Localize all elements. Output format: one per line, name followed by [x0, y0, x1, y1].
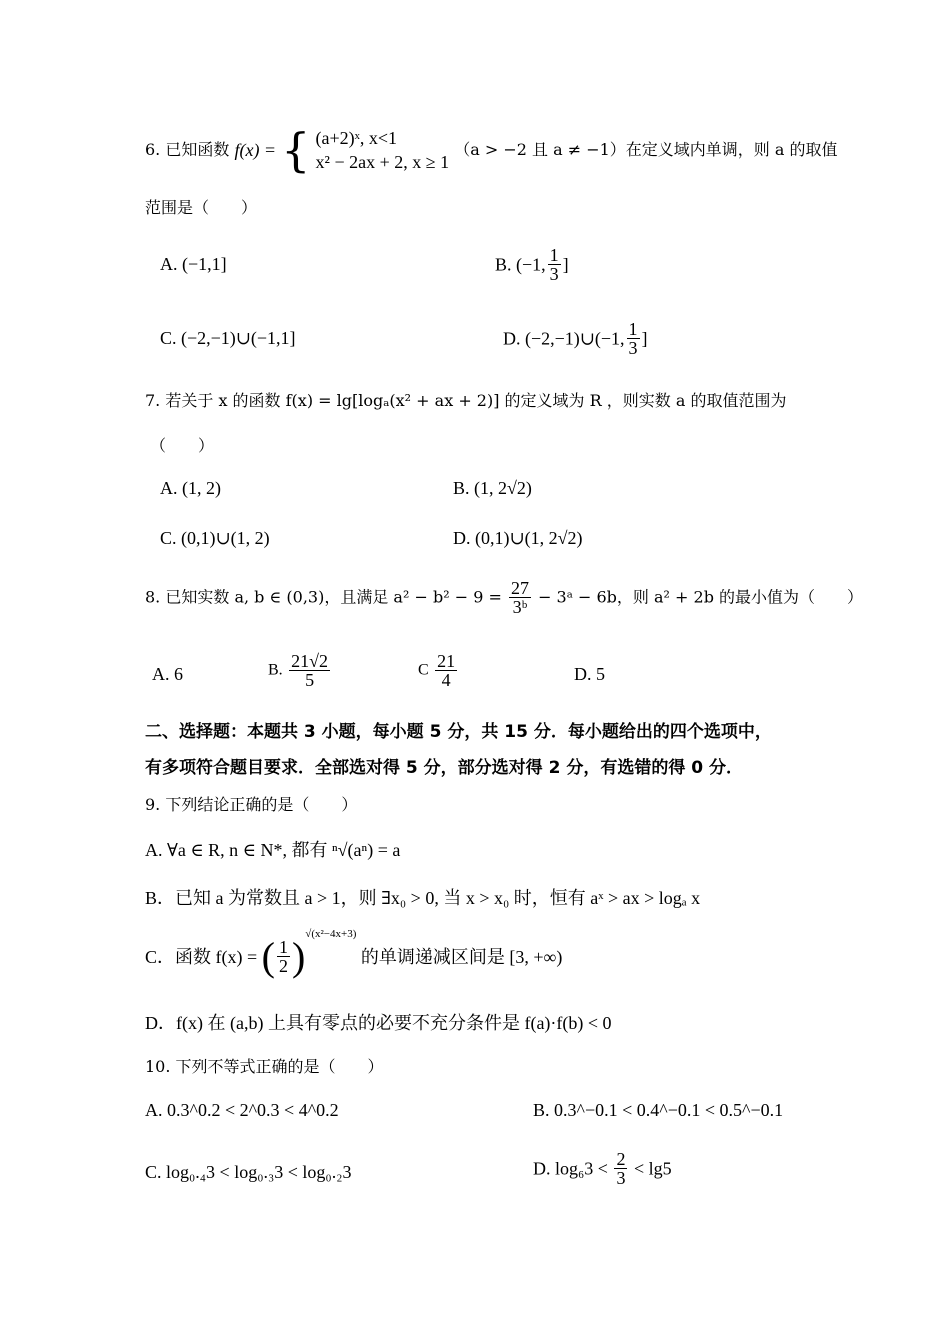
- q10-option-c: C. log₀.₄3 < log₀.₃3 < log₀.₂3: [145, 1162, 352, 1182]
- q10-option-d-fraction: [614, 1150, 627, 1187]
- q9-option-d: D．f(x) 在 (a,b) 上具有零点的必要不充分条件是 f(a)·f(b) < 0: [145, 1013, 612, 1033]
- section-2-line-2: 有多项符合题目要求．全部选对得 5 分，部分选对得 2 分，有选错的得 0 分．: [145, 758, 743, 778]
- q6-brace: {: [281, 123, 311, 177]
- q6-option-d-den: 3: [628, 338, 638, 358]
- q6-piecewise: [316, 126, 450, 174]
- q6-option-b: [495, 246, 569, 286]
- q7-stem: 7. 若关于 x 的函数 f(x) = lg[logₐ(x² + ax + 2)] 的定义域为 R ，则实数 a 的取值范围为: [145, 391, 787, 410]
- q6-option-d-post: ]: [641, 328, 648, 349]
- q9-stem: 9. 下列结论正确的是（ ）: [145, 795, 358, 814]
- q10-option-b: B. 0.3^−0.1 < 0.4^−0.1 < 0.5^−0.1: [533, 1100, 784, 1120]
- q6-option-b-label: B.: [495, 254, 512, 275]
- q7-option-c: C. (0,1)∪(1, 2): [160, 528, 270, 548]
- q6-option-d-pre: (−2,−1)∪(−1,: [525, 328, 625, 349]
- q9-option-c-den: 2: [278, 956, 288, 977]
- q6-option-d-fraction: [627, 320, 640, 357]
- q9-option-c-rparen: ): [291, 933, 306, 979]
- q10-stem: 10. 下列不等式正确的是（ ）: [145, 1057, 384, 1076]
- q9-option-c-exponent: √(x²−4x+3): [305, 928, 357, 940]
- q6-option-d: [503, 320, 648, 360]
- q6-option-b-pre: (−1,: [516, 254, 546, 275]
- q7-option-a: A. (1, 2): [160, 478, 221, 498]
- q6-option-c: C. (−2,−1)∪(−1,1]: [160, 328, 296, 348]
- q9-option-b: B．已知 a 为常数且 a > 1，则 ∃x₀ > 0, 当 x > x₀ 时，恒有 aˣ > ax > logₐ x: [145, 888, 701, 908]
- q6-option-b-fraction: [548, 246, 561, 283]
- q6-prefix: 6. 已知函数: [145, 140, 230, 159]
- q7-option-d: D. (0,1)∪(1, 2√2): [453, 528, 583, 548]
- q8-option-c-den: 4: [441, 670, 451, 690]
- q7-option-b: B. (1, 2√2): [453, 478, 532, 498]
- q8-option-b-den: 5: [305, 670, 315, 690]
- q6-option-b-den: 3: [549, 264, 559, 284]
- section-2-line-1: 二、选择题：本题共 3 小题，每小题 5 分，共 15 分．每小题给出的四个选项中，: [145, 722, 772, 742]
- q10-option-d: [533, 1150, 672, 1196]
- q6-option-a: A. (−1,1]: [160, 254, 227, 274]
- q8-option-a: A. 6: [152, 664, 183, 684]
- q6-stem: [145, 123, 838, 186]
- q8-pre: 8. 已知实数 a, b ∈ (0,3)，且满足 a² − b² − 9 =: [145, 587, 502, 607]
- q8-option-c: [418, 652, 459, 700]
- q6-option-b-num: 1: [549, 245, 559, 265]
- q8-post: − 3ᵃ − 6b，则 a² + 2b 的最小值为（ ）: [538, 587, 864, 607]
- q10-option-d-post: < lg5: [633, 1158, 672, 1179]
- q8-option-b: [268, 652, 332, 700]
- q10-option-d-num: 2: [616, 1149, 626, 1169]
- q8-stem: [145, 579, 863, 623]
- q9-option-c-num: 1: [278, 937, 288, 958]
- q6-piece-2: x² − 2ax + 2, x ≥ 1: [315, 152, 450, 172]
- q8-frac-num: 27: [510, 578, 529, 598]
- q8-option-c-label: C: [418, 661, 429, 679]
- q8-frac-den: 3ᵇ: [512, 597, 528, 617]
- q9-option-c-fraction: [277, 938, 290, 975]
- q7-cont: （ ）: [150, 436, 215, 455]
- q10-option-d-pre: D. log₆3 <: [533, 1158, 608, 1179]
- q9-option-c-pre: C．函数 f(x) =: [145, 946, 258, 967]
- q6-cont: 范围是（ ）: [145, 198, 258, 217]
- q10-option-a: A. 0.3^0.2 < 2^0.3 < 4^0.2: [145, 1100, 339, 1120]
- q6-condition: （a > −2 且 a ≠ −1）在定义域内单调，则 a 的取值: [454, 140, 838, 159]
- q6-option-d-label: D.: [503, 328, 521, 349]
- q6-fx: f(x) =: [234, 140, 277, 160]
- q8-option-b-label: B.: [268, 661, 283, 679]
- q8-option-b-fraction: [289, 652, 330, 689]
- q8-option-d: D. 5: [574, 664, 605, 684]
- q9-option-c-lparen: (: [261, 933, 275, 979]
- q8-fraction: [509, 579, 531, 616]
- q6-option-b-post: ]: [562, 254, 569, 275]
- q6-piece-1: (a+2)ˣ, x<1: [315, 128, 398, 148]
- q9-option-a: A. ∀a ∈ R, n ∈ N*, 都有 ⁿ√(aⁿ) = a: [145, 840, 401, 860]
- q9-option-c-post: 的单调递减区间是 [3, +∞): [360, 946, 563, 967]
- q8-option-b-num: 21√2: [291, 651, 329, 671]
- q6-option-d-num: 1: [628, 319, 638, 339]
- q8-option-c-fraction: [435, 652, 457, 689]
- q9-option-c: [145, 928, 563, 990]
- q10-option-d-den: 3: [616, 1168, 626, 1188]
- q8-option-c-num: 21: [437, 651, 456, 671]
